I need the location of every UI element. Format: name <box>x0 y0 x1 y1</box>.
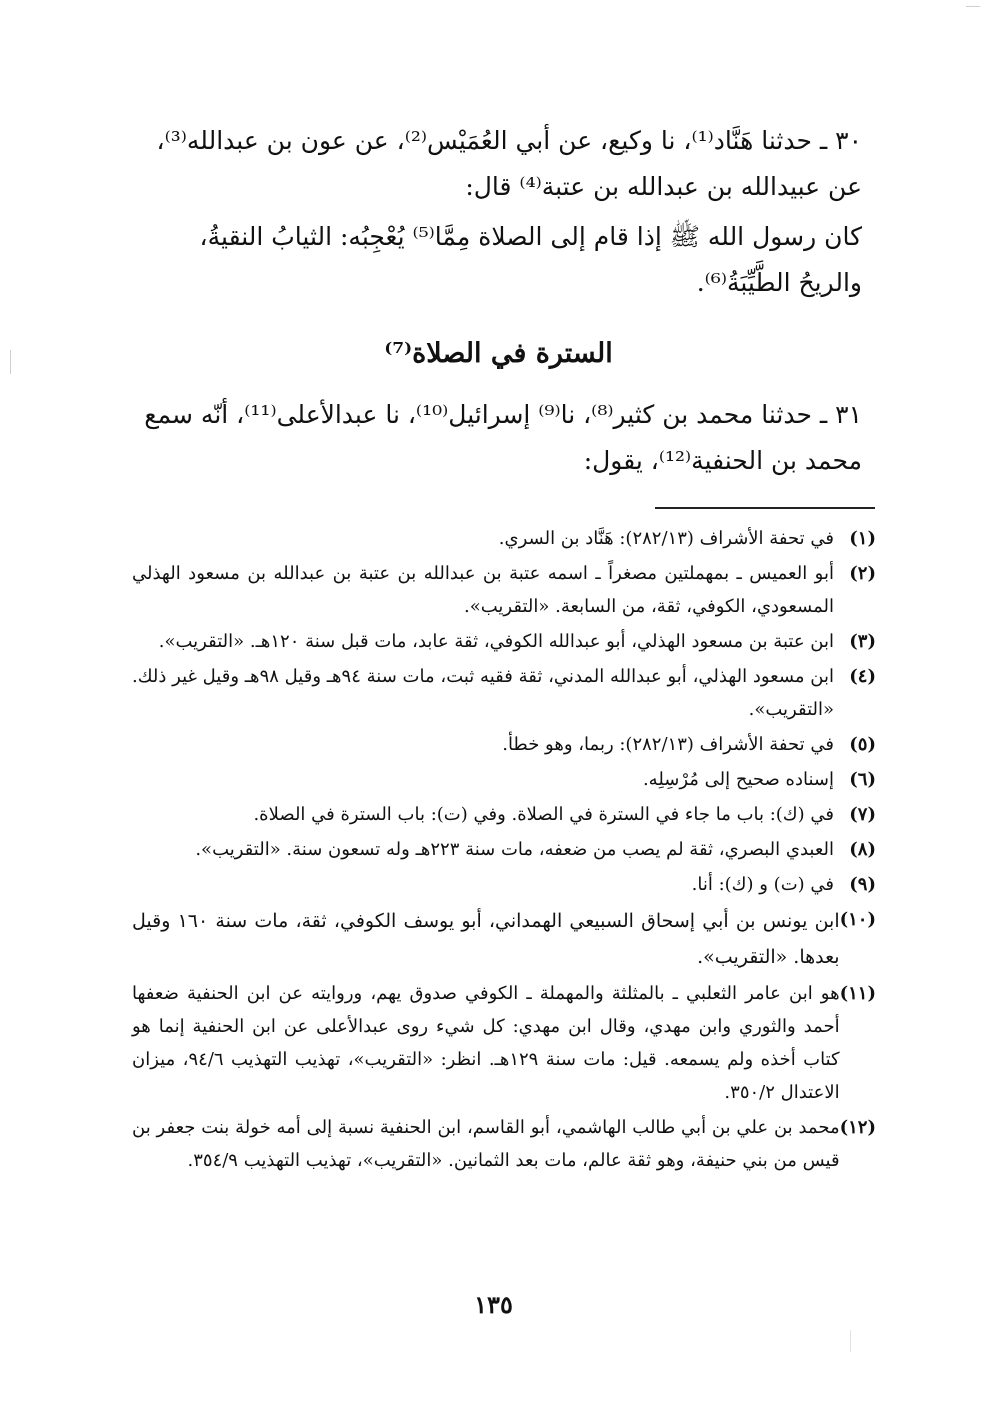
footnote-number: (٧) <box>849 804 876 825</box>
footnote-5 <box>132 728 876 761</box>
footnote-text: ابن عتبة بن مسعود الهذلي، أبو عبدالله الكوفي، ثقة عابد، مات قبل سنة ١٢٠هـ. «التقريب». <box>158 631 834 652</box>
footnote-2 <box>132 557 876 623</box>
footnote-text: ابن مسعود الهذلي، أبو عبدالله المدني، ثقة فقيه ثبت، مات سنة ٩٤هـ وقيل ٩٨هـ وقيل غير ذلك. «التقريب». <box>132 666 835 720</box>
footnote-number: (١٠) <box>839 909 876 930</box>
hadith-30-isnad: ٣٠ ـ حدثنا هَنَّاد⁽¹⁾، نا وكيع، عن أبي العُمَيْس⁽²⁾، عن عون بن عبدالله⁽³⁾، عن عبيدالله بن عبدالله بن عتبة⁽⁴⁾ قال: <box>156 126 862 201</box>
footnote-11 <box>132 977 876 1109</box>
footnote-9 <box>132 868 876 901</box>
page-number: ١٣٥ <box>474 1290 513 1319</box>
scan-artifact <box>10 350 11 374</box>
footnote-6 <box>132 763 876 796</box>
footnote-number: (٣) <box>849 631 876 652</box>
footnote-text: في تحفة الأشراف (٢٨٢/١٣): ربما، وهو خطأ. <box>502 734 834 755</box>
footnote-text: أبو العميس ـ بمهملتين مصغراً ـ اسمه عتبة بن عبدالله بن عتبة بن عبدالله بن مسعود الهذلي المسعودي، الكوفي، ثقة، من السابعة. «التقريب». <box>132 563 834 617</box>
footnote-text: العبدي البصري، ثقة لم يصب من ضعفه، مات سنة ٢٢٣هـ وله تسعون سنة. «التقريب». <box>195 839 834 860</box>
section-heading: السترة في الصلاة⁽⁷⁾ <box>384 338 613 369</box>
footnote-3 <box>132 625 876 658</box>
footnote-4 <box>132 660 876 726</box>
footnote-12 <box>132 1111 876 1177</box>
footnote-text: ابن يونس بن أبي إسحاق السبيعي الهمداني، أبو يوسف الكوفي، ثقة، مات سنة ١٦٠ وقيل بعدها. «التقريب». <box>132 910 840 968</box>
footnote-separator <box>655 507 875 509</box>
footnote-text: في (ك): باب ما جاء في السترة في الصلاة. وفي (ت): باب السترة في الصلاة. <box>253 804 834 825</box>
scan-artifact <box>966 6 980 7</box>
footnote-text: في تحفة الأشراف (٢٨٢/١٣): هَنَّاد بن السري. <box>498 528 834 549</box>
scan-artifact <box>850 1330 851 1352</box>
footnote-text: في (ت) و (ك): أنا. <box>691 874 834 895</box>
footnote-number: (٨) <box>849 839 876 860</box>
footnote-7 <box>132 798 876 831</box>
footnote-number: (٤) <box>849 666 876 687</box>
footnote-text: محمد بن علي بن أبي طالب الهاشمي، أبو القاسم، ابن الحنفية نسبة إلى أمه خولة بنت جعفر بن قيس من بني حنيفة، وهو ثقة عالم، مات بعد الثمانين. «التقريب»، تهذيب التهذيب ٣٥٤/٩. <box>132 1117 840 1171</box>
footnote-text: هو ابن عامر الثعلبي ـ بالمثلثة والمهملة ـ الكوفي صدوق يهم، وروايته عن ابن الحنفية ضعفها أحمد والثوري وابن مهدي، وقال ابن مهدي: كل شيء روى عبدالأعلى عن ابن الحنفية إنما هو كتاب أخذه ولم يسمعه. قيل: مات سنة ١٢٩هـ. انظر: «التقريب»، تهذيب التهذيب ٩٤/٦، ميزان الاعتدال ٣٥٠/٢. <box>132 983 840 1103</box>
footnote-number: (١) <box>849 528 876 549</box>
footnote-number: (١٢) <box>839 1117 876 1138</box>
footnote-number: (١١) <box>839 983 876 1004</box>
footnote-number: (٥) <box>849 734 876 755</box>
footnote-10 <box>132 903 876 975</box>
footnote-1 <box>132 522 876 555</box>
footnote-number: (٦) <box>849 769 876 790</box>
footnote-text: إسناده صحيح إلى مُرْسِلِه. <box>642 769 834 790</box>
footnotes <box>132 522 876 1179</box>
hadith-31-isnad: ٣١ ـ حدثنا محمد بن كثير⁽⁸⁾، نا⁽⁹⁾ إسرائيل⁽¹⁰⁾، نا عبدالأعلى⁽¹¹⁾، أنّه سمع محمد بن الحنفية⁽¹²⁾، يقول: <box>144 400 862 475</box>
footnote-number: (٢) <box>849 563 876 584</box>
footnote-8 <box>132 833 876 866</box>
hadith-30-matn: كان رسول الله ﷺ إذا قام إلى الصلاة مِمَّا⁽⁵⁾ يُعْجِبُه: الثيابُ النقيةُ، والريحُ الطَّيِّبَةُ⁽⁶⁾. <box>199 222 862 297</box>
footnote-number: (٩) <box>849 874 876 895</box>
